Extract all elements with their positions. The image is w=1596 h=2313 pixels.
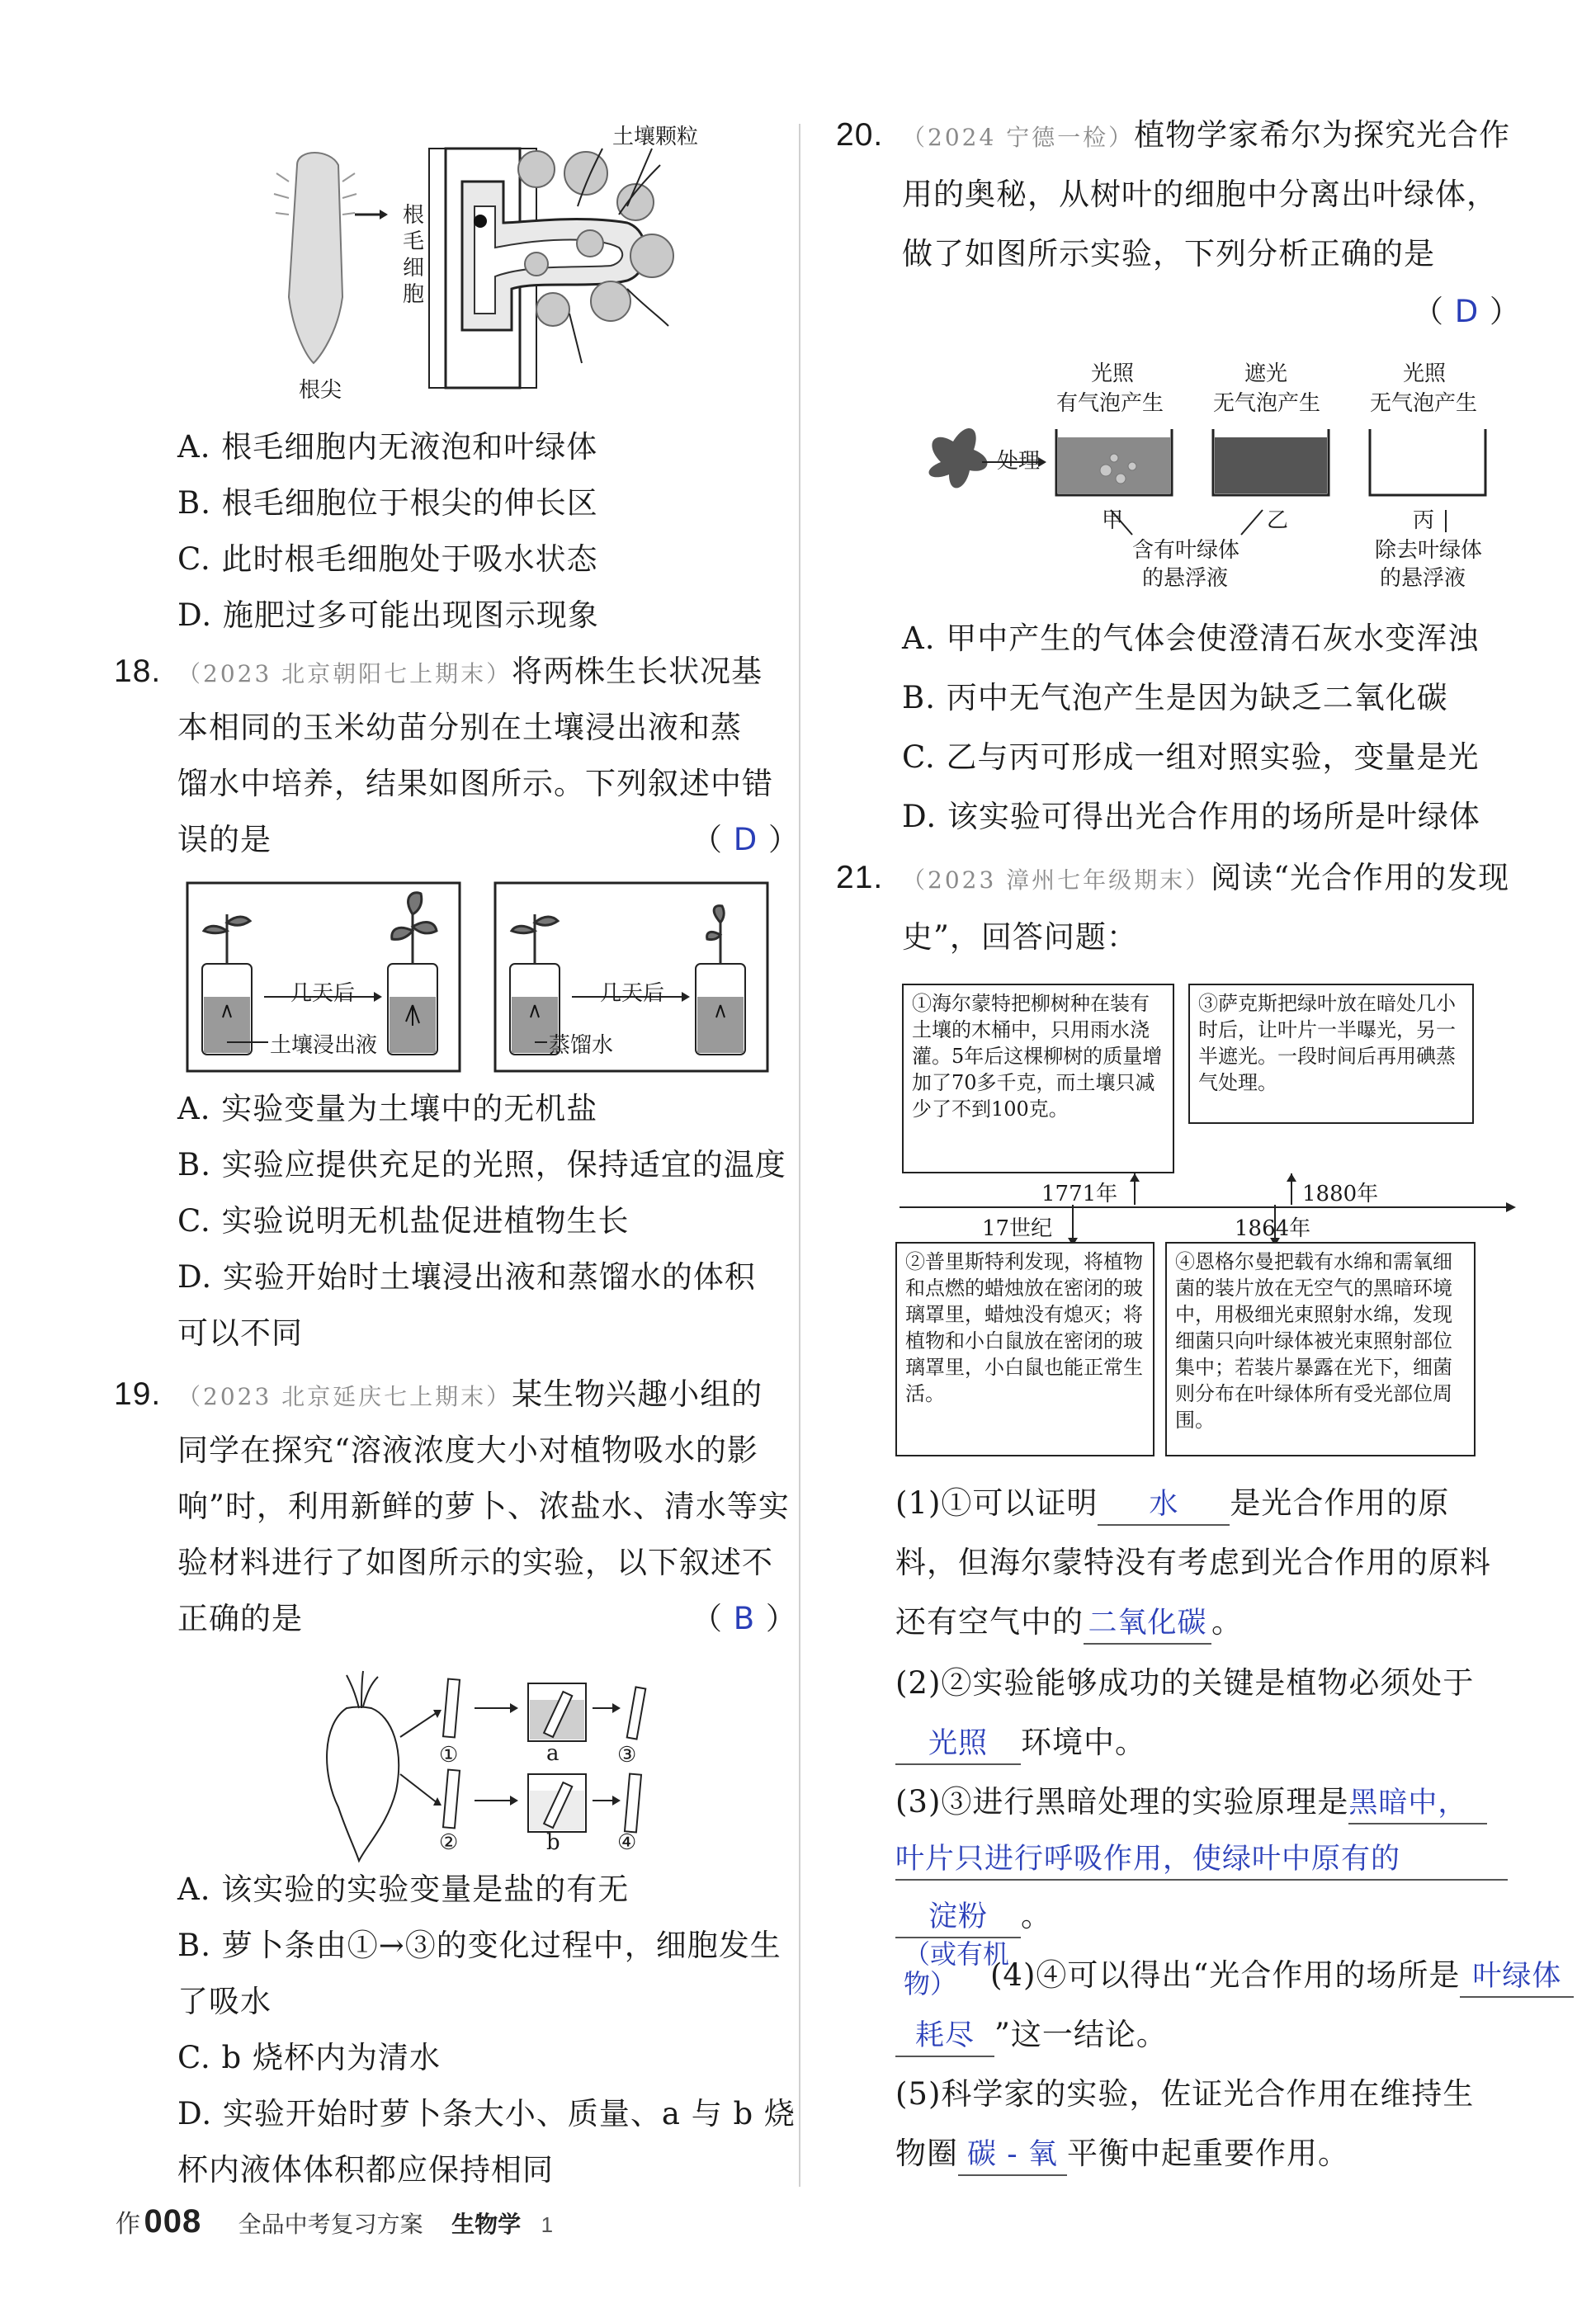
q21-stem-line2: 史”，回答问题： — [902, 919, 1138, 955]
q20-jar1-name: 甲 — [1102, 508, 1124, 533]
q20-jar2-name: 乙 — [1267, 508, 1289, 533]
q21-p2-line2: 光照 环境中。 — [895, 1723, 1146, 1765]
q18-distilled-water-label: 蒸馏水 — [549, 1033, 614, 1058]
q20-number: 20. — [836, 117, 884, 153]
q20-jar3-top-2: 无气泡产生 — [1370, 391, 1478, 416]
footer-volume: 1 — [541, 2212, 554, 2237]
q19-beaker-a: a — [546, 1741, 560, 1766]
q19-option-a: A. 该实验的实验变量是盐的有无 — [177, 1872, 630, 1907]
q20-jar2-top-1: 遮光 — [1244, 361, 1288, 386]
q19-stem-line2: 同学在探究“溶液浓度大小对植物吸水的影 — [177, 1433, 758, 1468]
q18-days-label-1: 几天后 — [290, 981, 356, 1006]
timeline-box-4: ④恩格尔曼把载有水绵和需氧细菌的装片放在无空气的黑暗环境中，用极细光束照射水绵，发现细菌只向叶绿体被光束照射部位集中；若装片暴露在光下，细菌则分布在叶绿体所有受光部位周围。 — [1165, 1242, 1476, 1456]
q21-p2-answer: 光照 — [928, 1727, 988, 1760]
q21-p3-line3: 淀粉 。 — [895, 1896, 1052, 1938]
q21-p5-line1: (5)科学家的实验，佐证光合作用在维持生 — [895, 2076, 1475, 2112]
q21-p3-answer-4: （或有机物） — [904, 1938, 1010, 1999]
q19-option-b-cont: 了吸水 — [177, 1984, 272, 2019]
q19-source: （2023 北京延庆七上期末） — [177, 1383, 512, 1410]
q21-p3-answer-1: 黑暗中， — [1348, 1787, 1468, 1820]
q20-source: （2024 宁德一检） — [902, 124, 1135, 151]
q20-option-b: B. 丙中无气泡产生是因为缺乏二氧化碳 — [902, 680, 1448, 715]
q20-option-a: A. 甲中产生的气体会使澄清石灰水变浑浊 — [902, 621, 1480, 656]
q19-label-3: ③ — [617, 1743, 637, 1768]
footer-subject: 生物学 — [451, 2211, 522, 2238]
q19-beaker-b: b — [546, 1830, 560, 1855]
timeline-year-1771: 1771年 — [1041, 1182, 1118, 1206]
root-tip-label: 根尖 — [299, 378, 342, 403]
q19-answer: B — [733, 1601, 756, 1636]
q20-shared-label-1: 含有叶绿体 — [1132, 538, 1240, 563]
q17-option-d: D. 施肥过多可能出现图示现象 — [177, 597, 599, 633]
footer-book-title: 全品中考复习方案 — [238, 2211, 423, 2238]
soil-particle-label: 土壤颗粒 — [612, 125, 699, 149]
q20-stem-line3: 做了如图所示实验，下列分析正确的是 — [902, 236, 1435, 271]
q18-option-a: A. 实验变量为土壤中的无机盐 — [177, 1091, 598, 1126]
q21-source: （2023 漳州七年级期末） — [902, 866, 1211, 894]
q17-option-c: C. 此时根毛细胞处于吸水状态 — [177, 541, 598, 577]
q20-stem-line1: （2024 宁德一检）植物学家希尔为探究光合作 — [902, 117, 1511, 153]
q18-source: （2023 北京朝阳七上期末） — [177, 660, 512, 687]
timeline-box-1: ①海尔蒙特把柳树种在装有土壤的木桶中，只用雨水浇灌。5年后这棵柳树的质量增加了70多千克，而土壤只减少了不到100克。 — [902, 984, 1174, 1173]
q18-stem-line3: 馏水中培养，结果如图所示。下列叙述中错 — [177, 766, 773, 801]
q19-number: 19. — [114, 1376, 162, 1412]
q21-p3-line2 — [895, 1839, 1508, 1881]
column-divider — [799, 124, 800, 2187]
q21-p1-line2: 料，但海尔蒙特没有考虑到光合作用的原料 — [895, 1545, 1491, 1580]
q20-stem-line2: 用的奥秘，从树叶的细胞中分离出叶绿体， — [902, 177, 1498, 212]
q21-p2-line1: (2)②实验能够成功的关键是植物必须处于 — [895, 1665, 1475, 1701]
q18-option-b: B. 实验应提供充足的光照，保持适宜的温度 — [177, 1147, 786, 1182]
timeline-year-1880: 1880年 — [1302, 1182, 1379, 1206]
q21-p3-line1: (3)③进行黑暗处理的实验原理是黑暗中， — [895, 1782, 1487, 1824]
q21-p4-line2: 耗尽 ”这一结论。 — [895, 2015, 1168, 2057]
q21-p3-answer-5: 耗尽 — [914, 2019, 975, 2052]
q18-stem-line4: 误的是 — [177, 822, 272, 857]
q18-stem-line1: （2023 北京朝阳七上期末）将两株生长状况基 — [177, 654, 763, 689]
q19-answer-bracket: （ B ） — [692, 1601, 797, 1636]
q20-process-label: 处理 — [997, 449, 1041, 474]
q20-jar1-top-2: 有气泡产生 — [1056, 391, 1164, 416]
q21-p3-answer-2: 叶片只进行呼吸作用，使绿叶中原有的 — [895, 1843, 1401, 1876]
q20-jar3-name: 丙 — [1413, 508, 1435, 533]
q19-stem-line3: 响”时，利用新鲜的萝卜、浓盐水、清水等实 — [177, 1489, 790, 1524]
q18-option-d: D. 实验开始时土壤浸出液和蒸馏水的体积 — [177, 1259, 756, 1295]
q18-number: 18. — [114, 654, 162, 689]
q18-stem-line2: 本相同的玉米幼苗分别在土壤浸出液和蒸 — [177, 710, 742, 745]
q21-p5-answer: 碳 - 氧 — [967, 2138, 1058, 2171]
timeline-year-1864: 1864年 — [1235, 1216, 1311, 1241]
q20-answer-bracket: （ D ） — [1413, 294, 1522, 329]
q21-number: 21. — [836, 860, 884, 895]
q19-label-1: ① — [439, 1743, 459, 1768]
timeline-year-17c: 17世纪 — [982, 1216, 1053, 1241]
q20-option-c: C. 乙与丙可形成一组对照实验，变量是光 — [902, 739, 1480, 775]
footer-page-number: 008 — [144, 2203, 202, 2240]
timeline-box-3: ③萨克斯把绿叶放在暗处几小时后，让叶片一半曝光，另一半遮光。一段时间后再用碘蒸气处理。 — [1188, 984, 1474, 1124]
q21-p4-line1: (4)④可以得出“光合作用的场所是 叶绿体 — [895, 1956, 1574, 1998]
q21-p4-answer: 叶绿体 — [1472, 1960, 1562, 1993]
q18-days-label-2: 几天后 — [600, 981, 665, 1006]
footer-prefix: 作 — [116, 2211, 140, 2238]
q18-answer-bracket: （ D ） — [692, 822, 800, 857]
q21-p1-line3: 还有空气中的 二氧化碳 。 — [895, 1603, 1243, 1645]
q20-answer: D — [1454, 294, 1480, 329]
q20-option-d: D. 该实验可得出光合作用的场所是叶绿体 — [902, 799, 1480, 834]
q19-stem-line4: 验材料进行了如图所示的实验，以下叙述不 — [177, 1545, 773, 1580]
q19-stem-line5: 正确的是 — [177, 1601, 303, 1636]
root-hair-cell-label: 根毛细胞 — [403, 203, 425, 307]
q20-jar3-label-2: 的悬浮液 — [1380, 566, 1466, 591]
q20-shared-label-2: 的悬浮液 — [1142, 566, 1229, 591]
q20-jar2-top-2: 无气泡产生 — [1213, 391, 1321, 416]
q18-option-c: C. 实验说明无机盐促进植物生长 — [177, 1203, 630, 1239]
q17-option-b: B. 根毛细胞位于根尖的伸长区 — [177, 485, 598, 521]
q19-option-d-cont: 杯内液体体积都应保持相同 — [177, 2152, 554, 2188]
q17-option-a: A. 根毛细胞内无液泡和叶绿体 — [177, 429, 598, 465]
q20-jar1-top-1: 光照 — [1091, 361, 1135, 386]
footer — [116, 2203, 553, 2240]
q19-option-b: B. 萝卜条由①→③的变化过程中，细胞发生 — [177, 1928, 781, 1963]
q21-p1-answer: 水 — [1149, 1488, 1179, 1521]
q18-option-d-cont: 可以不同 — [177, 1315, 303, 1351]
q21-p1-answer2: 二氧化碳 — [1088, 1607, 1207, 1640]
root-hair-figure — [264, 116, 726, 413]
q19-figure — [314, 1659, 660, 1865]
timeline-box-2: ②普里斯特利发现，将植物和点燃的蜡烛放在密闭的玻璃罩里，蜡烛没有熄灭；将植物和小白鼠放在密闭的玻璃罩里，小白鼠也能正常生活。 — [895, 1242, 1155, 1456]
q20-jar3-label-1: 除去叶绿体 — [1375, 538, 1483, 563]
q21-p1-line1: (1)①可以证明 水 是光合作用的原 — [895, 1484, 1449, 1526]
q20-jar3-top-1: 光照 — [1403, 361, 1447, 386]
q21-p3-answer-3: 淀粉 — [928, 1900, 988, 1933]
q19-label-2: ② — [439, 1830, 459, 1855]
q21-p5-line2: 物圈 碳 - 氧 平衡中起重要作用。 — [895, 2134, 1349, 2176]
q21-stem-line1: （2023 漳州七年级期末）阅读“光合作用的发现 — [902, 860, 1510, 895]
q19-option-c: C. b 烧杯内为清水 — [177, 2040, 441, 2075]
q19-stem-line1: （2023 北京延庆七上期末）某生物兴趣小组的 — [177, 1376, 763, 1412]
q19-label-4: ④ — [617, 1830, 637, 1855]
q18-answer: D — [733, 822, 758, 857]
q18-soil-extract-label: 土壤浸出液 — [270, 1033, 378, 1058]
q19-option-d: D. 实验开始时萝卜条大小、质量、a 与 b 烧 — [177, 2096, 796, 2131]
